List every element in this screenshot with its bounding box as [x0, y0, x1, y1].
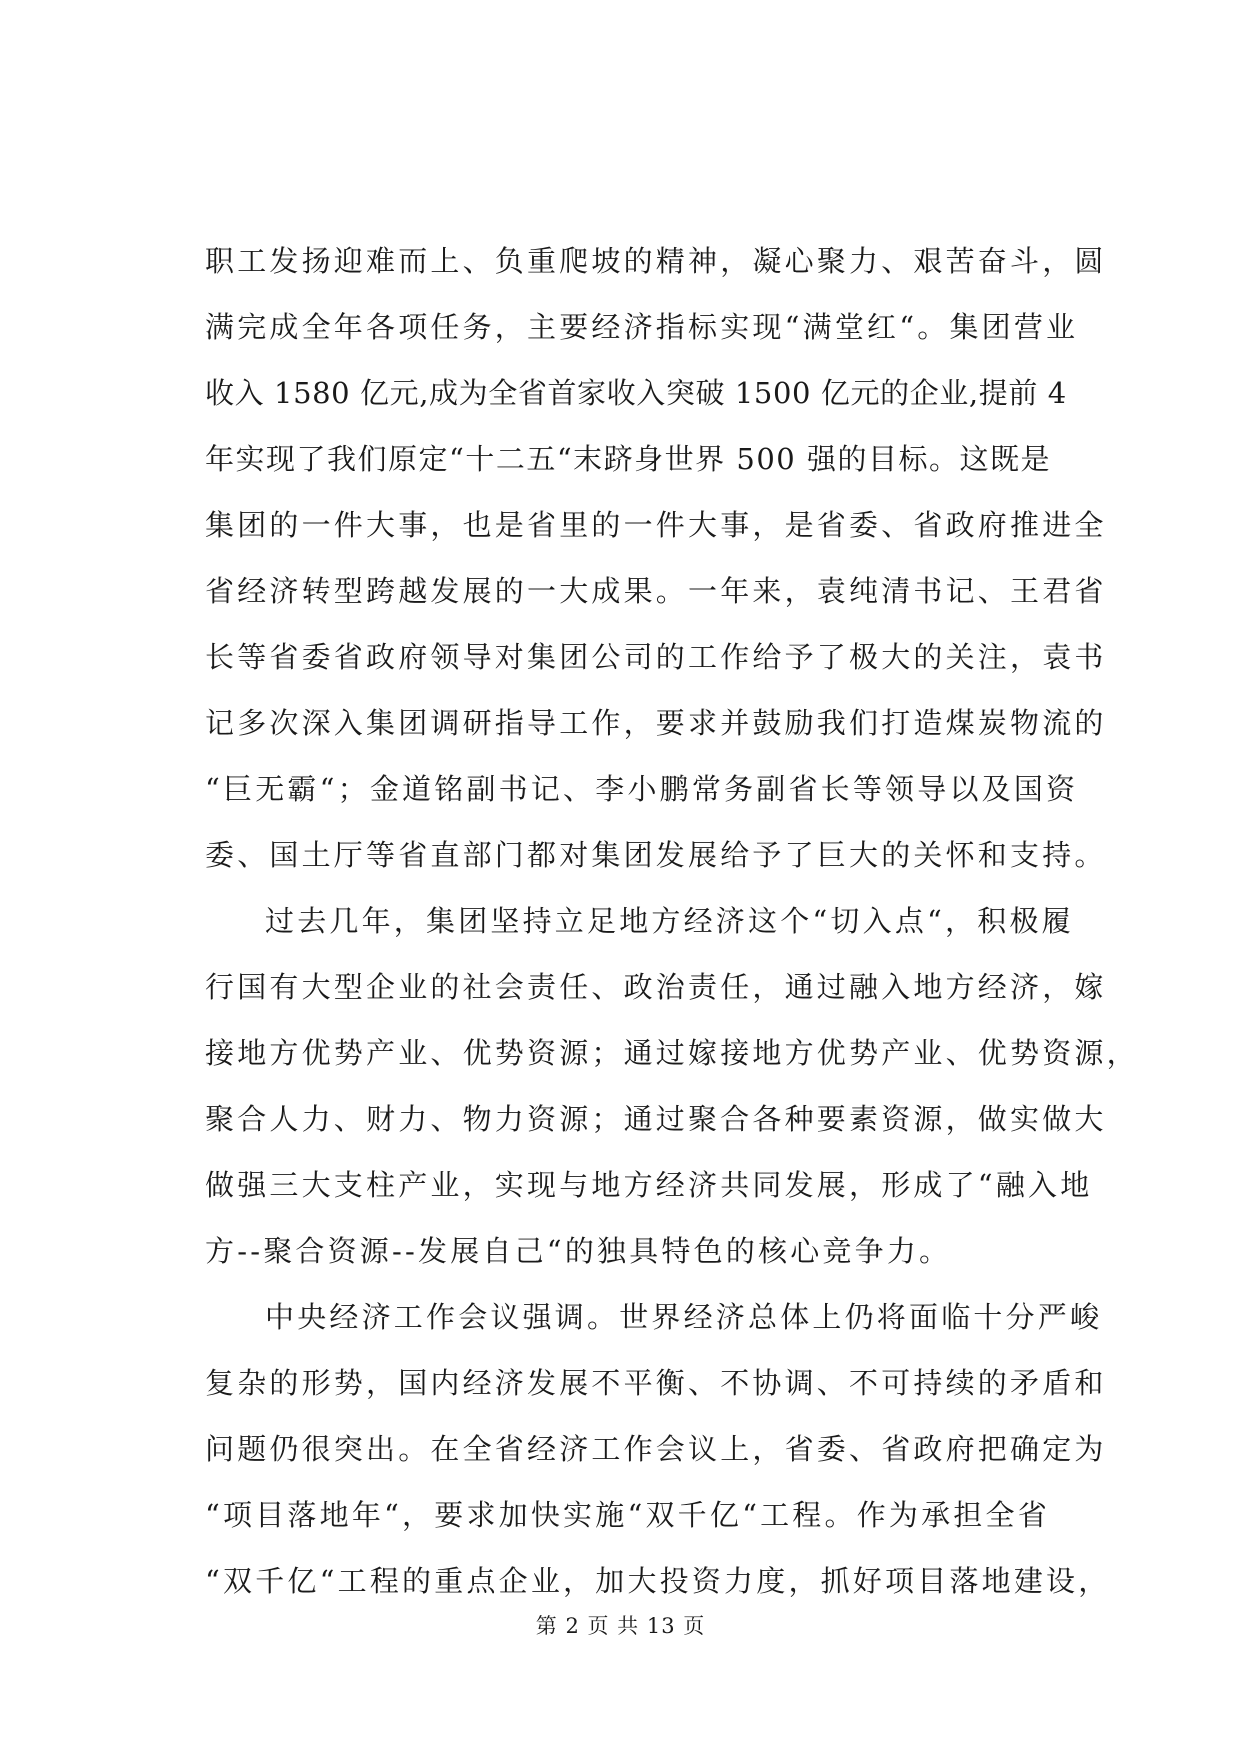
- text-line: 满完成全年各项任务，主要经济指标实现“满堂红“。集团营业: [205, 310, 1079, 344]
- text-line: 行国有大型企业的社会责任、政治责任，通过融入地方经济，嫁: [205, 970, 1107, 1004]
- text-line: “项目落地年“，要求加快实施“双千亿“工程。作为承担全省: [205, 1498, 1050, 1532]
- text-line: 收入 1580 亿元,成为全省首家收入突破 1500 亿元的企业,提前 4: [205, 376, 1067, 410]
- page-footer: 第 2 页 共 13 页: [535, 1614, 706, 1638]
- paragraph-first-line: 中央经济工作会议强调。世界经济总体上仍将面临十分严峻: [265, 1300, 1103, 1334]
- text-line: 委、国土厅等省直部门都对集团发展给予了巨大的关怀和支持。: [205, 838, 1107, 872]
- text-line: 聚合人力、财力、物力资源；通过聚合各种要素资源，做实做大: [205, 1102, 1107, 1136]
- text-line: 职工发扬迎难而上、负重爬坡的精神，凝心聚力、艰苦奋斗，圆: [205, 244, 1107, 278]
- text-line: “巨无霸“；金道铭副书记、李小鹏常务副省长等领导以及国资: [205, 772, 1079, 806]
- text-line: 做强三大支柱产业，实现与地方经济共同发展，形成了“融入地: [205, 1168, 1093, 1202]
- text-line: 年实现了我们原定“十二五“末跻身世界 500 强的目标。这既是: [205, 442, 1051, 476]
- text-line: 方--聚合资源--发展自己“的独具特色的核心竞争力。: [205, 1234, 952, 1268]
- text-line: 复杂的形势，国内经济发展不平衡、不协调、不可持续的矛盾和: [205, 1366, 1107, 1400]
- text-line: 接地方优势产业、优势资源；通过嫁接地方优势产业、优势资源，: [205, 1036, 1139, 1070]
- text-line: 集团的一件大事，也是省里的一件大事，是省委、省政府推进全: [205, 508, 1107, 542]
- paragraph-first-line: 过去几年，集团坚持立足地方经济这个“切入点“，积极履: [265, 904, 1074, 938]
- text-line: 长等省委省政府领导对集团公司的工作给予了极大的关注，袁书: [205, 640, 1107, 674]
- text-line: 问题仍很突出。在全省经济工作会议上，省委、省政府把确定为: [205, 1432, 1107, 1466]
- text-line: 记多次深入集团调研指导工作，要求并鼓励我们打造煤炭物流的: [205, 706, 1107, 740]
- text-line: 省经济转型跨越发展的一大成果。一年来，袁纯清书记、王君省: [205, 574, 1107, 608]
- body-text: [205, 228, 1139, 1614]
- text-line: “双千亿“工程的重点企业，加大投资力度，抓好项目落地建设，: [205, 1564, 1111, 1598]
